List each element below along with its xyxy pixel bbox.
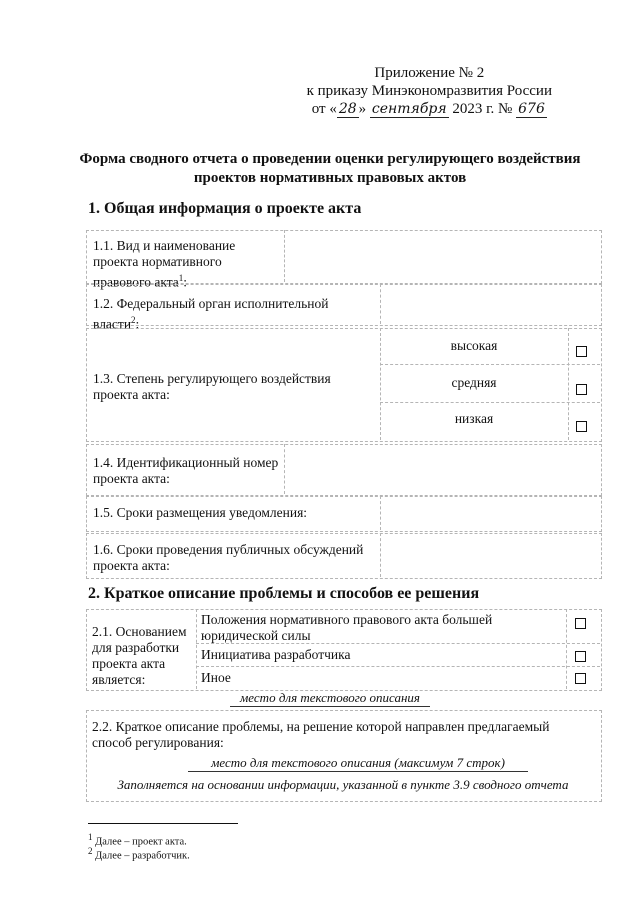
appendix-number: Приложение № 2 (374, 65, 485, 81)
section2-heading: 2. Краткое описание проблемы и способов ее решения (88, 585, 480, 602)
footnote-rule (88, 823, 238, 824)
basis-option-3: Иное (201, 670, 231, 685)
checkbox-low[interactable] (576, 421, 587, 432)
document-title: Форма сводного отчета о проведении оценки регулирующего воздействия проектов нормативных правовых актов (79, 151, 581, 186)
checkbox-basis-2[interactable] (575, 651, 586, 662)
appendix-header (307, 64, 552, 118)
label-1-3: 1.3. Степень регулирующего воздействия проекта акта: (93, 371, 331, 402)
section1-heading: 1. Общая информация о проекте акта (88, 200, 362, 217)
handwritten-month: сентября (371, 101, 447, 117)
text-placeholder-2-1[interactable]: место для текстового описания (230, 690, 430, 707)
label-1-5: 1.5. Сроки размещения уведомления: (93, 505, 308, 520)
text-placeholder-2-2[interactable]: место для текстового описания (максимум 7 строк) (188, 755, 528, 772)
label-2-2: 2.2. Краткое описание проблемы, на решение которой направлен предлагаемый способ регулирования: (92, 719, 550, 750)
handwritten-number: 676 (518, 101, 545, 117)
appendix-order: к приказу Минэкономразвития России (306, 83, 552, 99)
label-1-2: 1.2. Федеральный орган исполнительной власти$^2$: (93, 296, 329, 332)
footnote-2: $^2$ Далее – разработчик. (88, 846, 190, 862)
fill-note: Заполняется на основании информации, указанной в пункте 3.9 сводного отчета (117, 777, 569, 792)
checkbox-basis-1[interactable] (575, 618, 586, 629)
label-1-1: 1.1. Вид и наименование проекта нормативного правового акта$^1$: (93, 238, 236, 290)
label-2-1: 2.1. Основанием для разработки проекта акта является: (92, 624, 187, 687)
appendix-date-line: от « 28 » сентября 2023 г. № 676 (311, 101, 545, 117)
basis-option-1: Положения нормативного правового акта большей юридической силы (201, 612, 493, 643)
checkbox-high[interactable] (576, 346, 587, 357)
checkbox-medium[interactable] (576, 384, 587, 395)
label-1-6: 1.6. Сроки проведения публичных обсуждений проекта акта: (93, 542, 364, 573)
label-1-4: 1.4. Идентификационный номер проекта акта: (93, 455, 279, 486)
footnote-1: $^1$ Далее – проект акта. (88, 832, 187, 848)
option-low: низкая (454, 411, 494, 426)
handwritten-day: 28 (338, 101, 357, 117)
option-high: высокая (450, 338, 498, 353)
option-medium: средняя (451, 375, 497, 390)
basis-option-2: Инициатива разработчика (201, 647, 351, 662)
checkbox-basis-3[interactable] (575, 673, 586, 684)
